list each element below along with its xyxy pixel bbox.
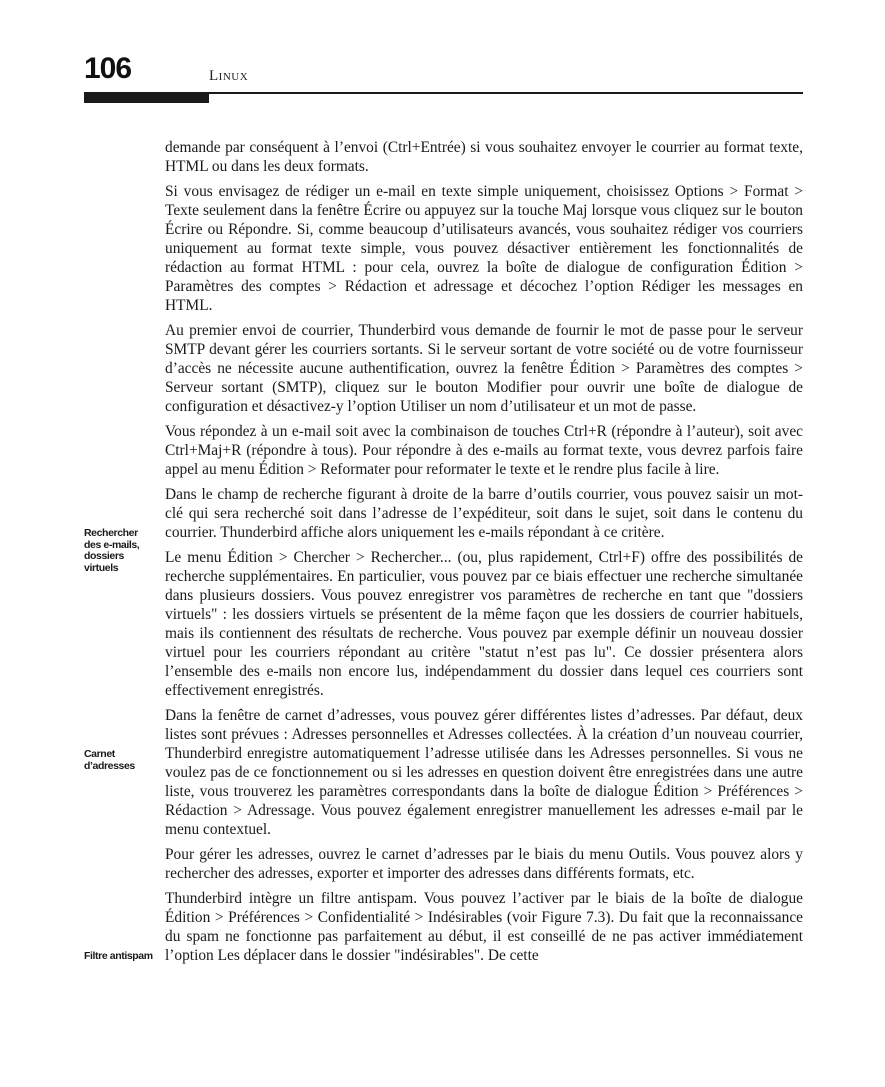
margin-note-search: Rechercher des e-mails, dossiers virtuels	[84, 527, 140, 574]
paragraph: Thunderbird intègre un filtre antispam. Vous pouvez l’activer par le biais de la boîte de dialogue Édition > Préférences > Confidentialité > Indésirables (voir Figure 7.3). Du fait que la reconnaissance du spam ne fonctionne pas parfaitement au début, il est conseillé de ne pas activer immédiatement l’option Les déplacer dans le dossier "indésirables". De cette	[165, 890, 803, 964]
paragraph: Pour gérer les adresses, ouvrez le carnet d’adresses par le biais du menu Outils. Vous pouvez alors y rechercher des adresses, exporter et importer des adresses dans différents formats, etc.	[165, 846, 803, 882]
body-text	[165, 138, 803, 971]
header-rule-accent	[84, 94, 209, 103]
margin-note-antispam: Filtre antispam	[84, 950, 153, 962]
paragraph: demande par conséquent à l’envoi (Ctrl+Entrée) si vous souhaitez envoyer le courrier au format texte, HTML ou dans les deux formats.	[165, 139, 803, 175]
margin-note-address-book: Carnet d’adresses	[84, 748, 135, 772]
paragraph: Le menu Édition > Chercher > Rechercher... (ou, plus rapidement, Ctrl+F) offre des possibilités de recherche supplémentaires. En particulier, vous pouvez par ce biais effectuer une recherche simultanée dans plusieurs dossiers. Vous pouvez enregistrer vos paramètres de recherche en tant que "dossiers virtuels" : les dossiers virtuels se présentent de la même façon que les dossiers de courrier habituels, mais ils contiennent des résultats de recherche. Vous pouvez par exemple définir un nouveau dossier virtuel pour les courriers répondant au critère "statut n’est pas lu". Ce dossier présentera alors l’ensemble des e-mails non encore lus, indépendamment du dossier dans lequel ces courriers sont effectivement enregistrés.	[165, 549, 803, 699]
paragraph: Dans la fenêtre de carnet d’adresses, vous pouvez gérer différentes listes d’adresses. Par défaut, deux listes sont prévues : Adresses personnelles et Adresses collectées. À la création d’un nouveau courrier, Thunderbird enregistre automatiquement l’adresse utilisée dans les Adresses personnelles. Si vous ne voulez pas de ce fonctionnement ou si les adresses en question doivent être enregistrées dans une autre liste, vous trouverez les paramètres correspondants dans la boîte de dialogue Édition > Préférences > Rédaction > Adressage. Vous pouvez également enregistrer manuellement les adresses e-mail par le menu contextuel.	[165, 707, 803, 838]
paragraph: Au premier envoi de courrier, Thunderbird vous demande de fournir le mot de passe pour le serveur SMTP devant gérer les courriers sortants. Si le serveur sortant de votre société ou de votre fournisseur d’accès ne nécessite aucune authentification, ouvrez la fenêtre Édition > Paramètres des comptes > Serveur sortant (SMTP), cliquez sur le bouton Modifier pour ouvrir une boîte de dialogue de configuration et désactivez-y l’option Utiliser un nom d’utilisateur et un mot de passe.	[165, 322, 803, 415]
page-number: 106	[84, 52, 132, 85]
running-title: Linux	[209, 68, 249, 84]
paragraph: Vous répondez à un e-mail soit avec la combinaison de touches Ctrl+R (répondre à l’auteur), soit avec Ctrl+Maj+R (répondre à tous). Pour répondre à des e-mails au format texte, vous devrez parfois faire appel au menu Édition > Reformater pour reformater le texte et le rendre plus facile à lire.	[165, 423, 803, 478]
paragraph: Si vous envisagez de rédiger un e-mail en texte simple uniquement, choisissez Options > Format > Texte seulement dans la fenêtre Écrire ou appuyez sur la touche Maj lorsque vous cliquez sur le bouton Écrire ou Répondre. Si, comme beaucoup d’utilisateurs avancés, vous souhaitez rédiger vos courriers uniquement au format texte simple, vous pouvez désactiver entièrement les fonctionnalités de rédaction au format HTML : pour cela, ouvrez la boîte de dialogue de configuration Édition > Paramètres des comptes > Rédaction et adressage et décochez l’option Rédiger les messages en HTML.	[165, 183, 803, 314]
paragraph: Dans le champ de recherche figurant à droite de la barre d’outils courrier, vous pouvez saisir un mot-clé qui sera recherché soit dans l’adresse de l’expéditeur, soit dans le sujet, soit dans le contenu du courrier. Thunderbird affiche alors uniquement les e-mails répondant à ce critère.	[165, 486, 803, 541]
